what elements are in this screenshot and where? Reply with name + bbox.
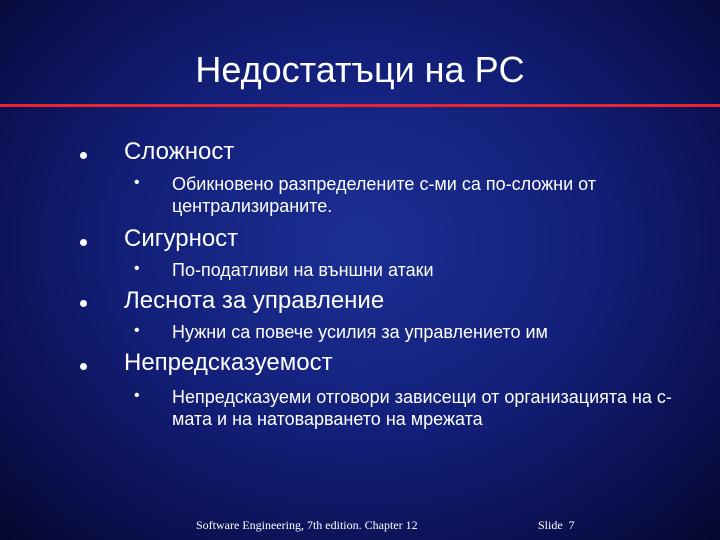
slide-number: 7	[568, 518, 575, 532]
bullet-detail: Обикновено разпределените с-ми са по-сложни от централизираните.	[172, 174, 597, 216]
sub-bullet-icon: •	[134, 322, 140, 339]
footer-book-reference: Software Engineering, 7th edition. Chapter 12	[196, 518, 418, 532]
sub-bullet-icon: •	[134, 260, 140, 277]
bullet-dot-icon	[80, 361, 90, 371]
slide-title: Недостатъци на PC	[195, 49, 525, 90]
bullet-detail: По-податливи на външни атаки	[172, 260, 434, 280]
bullet-heading: Сигурност	[124, 225, 239, 252]
bullet-detail: Нужни са повече усилия за управлението им	[172, 322, 548, 342]
slide-label: Slide	[538, 518, 563, 532]
sub-bullet-icon: •	[134, 174, 140, 191]
sub-bullet-icon: •	[134, 387, 140, 404]
title-divider	[0, 104, 720, 107]
bullet-detail: Непредсказуеми отговори зависещи от организацията на с-мата и на натоварването на мрежата	[172, 387, 672, 429]
footer-slide-number	[538, 518, 575, 532]
bullet-dot-icon	[80, 150, 90, 160]
bullet-dot-icon	[80, 298, 90, 308]
bullet-heading: Сложност	[124, 138, 235, 165]
bullet-heading: Непредсказуемост	[124, 349, 333, 376]
bullet-heading: Леснота за управление	[124, 287, 385, 314]
bullet-dot-icon	[80, 237, 90, 247]
